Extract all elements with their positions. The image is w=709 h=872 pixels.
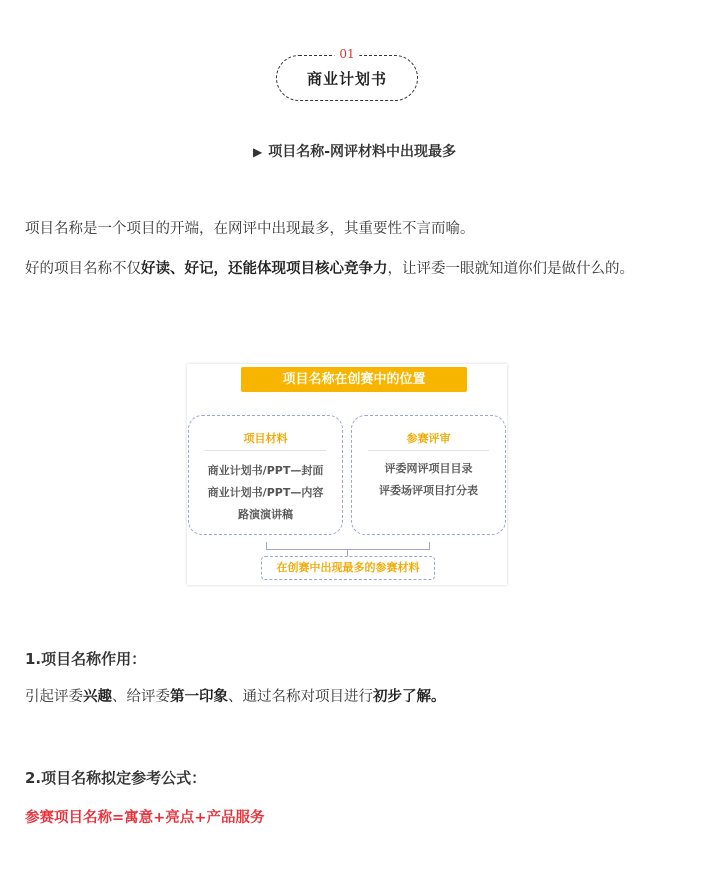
role-text-3: 、通过名称对项目进行	[228, 689, 373, 705]
role-bold-3: 初步了解。	[373, 689, 446, 705]
intro-p2-text-a: 好的项目名称不仅	[25, 261, 141, 277]
competition-review-title: 参赛评审	[406, 432, 451, 445]
list-item: 评委网评项目目录	[384, 462, 473, 475]
list-item: 商业计划书/PPT—封面	[207, 464, 324, 477]
role-heading: 1.项目名称作用：	[25, 650, 147, 668]
role-bold-1: 兴趣	[83, 689, 112, 705]
section-title: 商业计划书	[306, 70, 387, 88]
section-number: 01	[334, 47, 359, 61]
competition-review-list	[352, 458, 505, 502]
role-text-2: 、给评委	[112, 689, 170, 705]
divider	[368, 450, 489, 451]
formula-heading: 2.项目名称拟定参考公式：	[25, 769, 207, 787]
list-item: 评委场评项目打分表	[379, 484, 478, 497]
intro-paragraph-1: 项目名称是一个项目的开端，在网评中出现最多，其重要性不言而喻。	[25, 221, 475, 237]
project-materials-title: 项目材料	[243, 432, 288, 445]
naming-formula: 参赛项目名称=寓意+亮点+产品服务	[25, 810, 265, 826]
position-infographic	[187, 364, 507, 585]
competition-review-box	[351, 415, 506, 535]
intro-p2-text-b: ，让评委一眼就知道你们是做什么的。	[387, 261, 634, 277]
role-paragraph	[25, 679, 685, 715]
role-text-1: 引起评委	[25, 689, 83, 705]
intro-paragraph-2	[25, 251, 685, 287]
project-materials-list	[189, 460, 342, 526]
project-materials-box	[188, 415, 343, 535]
list-item: 路演演讲稿	[238, 508, 293, 521]
connector-bracket	[266, 542, 430, 550]
infographic-footer: 在创赛中出现最多的参赛材料	[261, 556, 435, 580]
triangle-marker-icon: ▶	[252, 145, 263, 159]
section-header	[276, 47, 418, 101]
divider	[205, 450, 326, 451]
subheading-text: 项目名称-网评材料中出现最多	[268, 144, 457, 160]
list-item: 商业计划书/PPT—内容	[207, 486, 324, 499]
role-bold-2: 第一印象	[170, 689, 228, 705]
intro-p2-bold: 好读、好记，还能体现项目核心竞争力	[141, 261, 388, 277]
subheading	[0, 141, 709, 161]
infographic-banner: 项目名称在创赛中的位置	[241, 367, 467, 392]
